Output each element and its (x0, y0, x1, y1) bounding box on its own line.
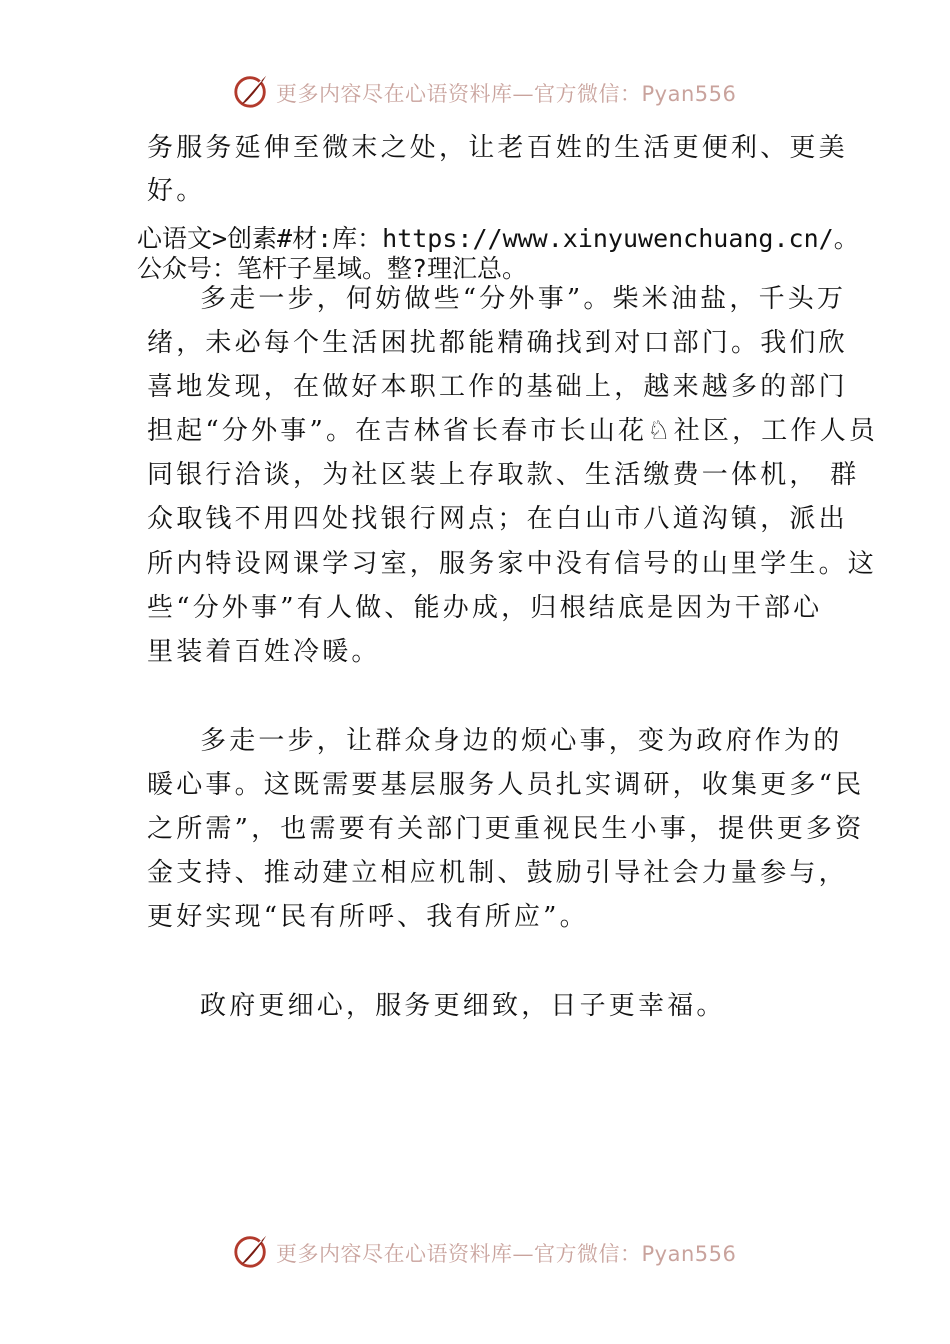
text-line: 政府更细心，服务更细致，日子更幸福。 (200, 991, 726, 1021)
footer-watermark-banner (0, 1230, 950, 1276)
quill-logo-icon (232, 1232, 270, 1270)
text-line: 更好实现“民有所呼、我有所应”。 (147, 902, 589, 932)
banner-text-latin: Pyan556 (641, 82, 737, 106)
text-line: 多走一步，何妨做些“分外事”。柴米油盐，千头万 (200, 284, 847, 314)
text-line: 同银行洽谈，为社区装上存取款、生活缴费一体机， 群 (147, 460, 860, 490)
banner-text (276, 1238, 736, 1268)
banner-text-cn: 更多内容尽在心语资料库—官方微信： (276, 82, 642, 106)
text-line: 众取钱不用四处找银行网点；在白山市八道沟镇，派出 (147, 504, 848, 534)
text-line: 里装着百姓冷暖。 (147, 637, 381, 667)
text-line: 暖心事。这既需要基层服务人员扎实调研，收集更多“民 (147, 770, 865, 800)
text-line: 多走一步，让群众身边的烦心事，变为政府作为的 (200, 726, 843, 756)
text-line: 之所需”，也需要有关部门更重视民生小事，提供更多资 (147, 814, 865, 844)
banner-text-cn: 更多内容尽在心语资料库—官方微信： (276, 1242, 642, 1266)
text-line: 务服务延伸至微末之处，让老百姓的生活更便利、更美 (147, 133, 848, 163)
text-line: 些“分外事”有人做、能办成，归根结底是因为干部心 (147, 593, 823, 623)
text-line: 绪，未必每个生活困扰都能精确找到对口部门。我们欣 (147, 328, 848, 358)
source-notice-line: 心语文>创素#材:库：https://www.xinyuwenchuang.cn/。 (137, 224, 859, 253)
text-line: 担起“分外事”。在吉林省长春市长山花♘社区，工作人员 (147, 416, 879, 446)
banner-text-latin: Pyan556 (641, 1242, 737, 1266)
text-line: 好。 (147, 176, 206, 206)
text-line: 金支持、推动建立相应机制、鼓励引导社会力量参与， (147, 858, 848, 888)
source-notice-line: 公众号：笔杆子星域。整?理汇总。 (137, 254, 528, 283)
text-line: 喜地发现，在做好本职工作的基础上，越来越多的部门 (147, 372, 848, 402)
text-line: 所内特设网课学习室，服务家中没有信号的山里学生。这 (147, 549, 878, 579)
